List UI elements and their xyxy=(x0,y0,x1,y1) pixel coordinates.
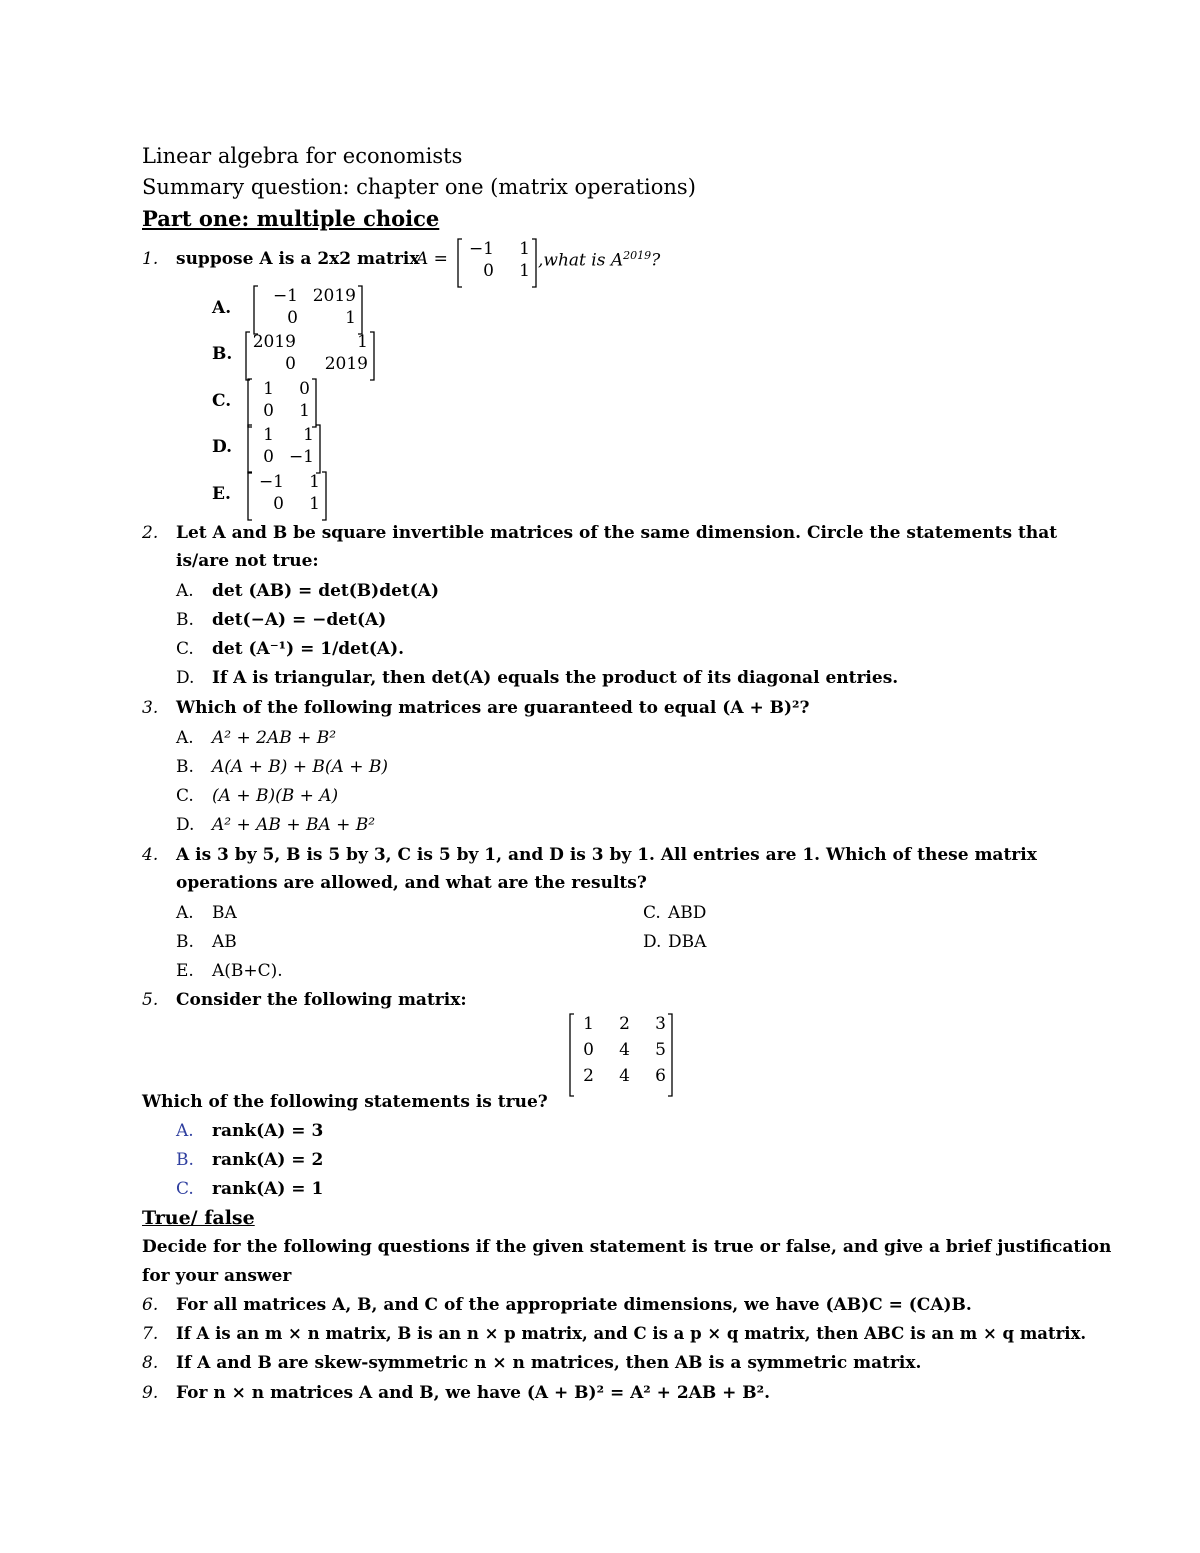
q1-text: suppose A is a 2x2 matrix xyxy=(176,249,420,269)
q5-option-c-label: C. xyxy=(176,1179,194,1199)
q1-option-c-label: C. xyxy=(212,391,232,411)
q3-option-d-label: D. xyxy=(176,815,195,835)
matrix-entry: 4 xyxy=(619,1066,630,1086)
matrix-entry: 1 xyxy=(299,401,310,421)
q2-option-d-text: If A is triangular, then det(A) equals the product of its diagonal entries. xyxy=(212,668,899,688)
q3-option-b-text: A(A + B) + B(A + B) xyxy=(212,757,388,777)
left-bracket xyxy=(570,1014,574,1096)
matrix-entry: 1 xyxy=(263,379,274,399)
right-bracket xyxy=(668,1014,672,1096)
q5-prompt: Which of the following statements is true? xyxy=(142,1092,548,1112)
q4-text-line1: A is 3 by 5, B is 5 by 3, C is 5 by 1, and D is 3 by 1. All entries are 1. Which of these matrix xyxy=(176,845,1037,865)
q4-option-d-label: D. xyxy=(643,932,662,952)
matrix-entry: −1 xyxy=(288,447,314,467)
q2-text-line2: is/are not true: xyxy=(176,551,319,571)
matrix-entry: 0 xyxy=(299,379,310,399)
left-bracket xyxy=(458,239,462,287)
true-false-heading: True/ false xyxy=(142,1207,255,1229)
q1-matrix xyxy=(456,238,538,288)
matrix-entry: 0 xyxy=(273,494,284,514)
matrix-entry: 1 xyxy=(263,425,274,445)
matrix-entry: 1 xyxy=(519,239,530,259)
q1-option-d-matrix xyxy=(246,424,322,474)
q2-option-a-label: A. xyxy=(176,581,194,601)
matrix-entry: 2 xyxy=(583,1066,594,1086)
matrix-entry: 0 xyxy=(263,401,274,421)
matrix-entry: 2019 xyxy=(312,286,356,306)
true-false-intro-line2: for your answer xyxy=(142,1266,292,1286)
q7-text: If A is an m × n matrix, B is an n × p matrix, and C is a p × q matrix, then ABC is an m × q matrix. xyxy=(176,1324,1087,1343)
q4-text-line2: operations are allowed, and what are the results? xyxy=(176,873,647,893)
q1-a-equals: A = xyxy=(416,249,448,269)
q8-number: 8. xyxy=(142,1353,159,1373)
q8-text: If A and B are skew-symmetric n × n matrices, then AB is a symmetric matrix. xyxy=(176,1353,922,1373)
q3-option-c-text: (A + B)(B + A) xyxy=(212,786,339,806)
q4-option-d-text: DBA xyxy=(668,932,707,952)
q7-number: 7. xyxy=(142,1324,159,1344)
q3-option-a-label: A. xyxy=(176,728,194,748)
q1-number: 1. xyxy=(142,249,159,269)
q2-option-a-text: det (AB) = det(B)det(A) xyxy=(212,581,440,601)
q1-option-a-label: A. xyxy=(212,298,232,318)
q1-option-c-matrix xyxy=(246,378,318,428)
matrix-entry: 2019 xyxy=(252,332,296,352)
matrix-entry: 2019 xyxy=(324,354,368,374)
matrix-entry: 1 xyxy=(309,494,320,514)
matrix-entry: −1 xyxy=(468,239,494,259)
matrix-entry: 1 xyxy=(309,472,320,492)
matrix-entry: 4 xyxy=(619,1040,630,1060)
q1-power-exp: 2019 xyxy=(623,249,652,262)
q4-option-b-text: AB xyxy=(212,932,237,952)
q3-number: 3. xyxy=(142,698,159,718)
matrix-entry: 3 xyxy=(655,1014,666,1034)
left-bracket xyxy=(248,379,252,427)
q4-option-a-label: A. xyxy=(176,903,194,923)
q5-option-b-label: B. xyxy=(176,1150,194,1170)
q4-option-b-label: B. xyxy=(176,932,194,952)
q1-option-e-label: E. xyxy=(212,484,231,504)
document-subtitle: Summary question: chapter one (matrix operations) xyxy=(142,175,696,199)
q1-option-a-matrix xyxy=(252,285,364,335)
matrix-entry: 0 xyxy=(263,447,274,467)
q1-power-base: A xyxy=(610,250,624,271)
q6-text: For all matrices A, B, and C of the appropriate dimensions, we have (AB)C = (CA)B. xyxy=(176,1295,972,1315)
q5-option-c-text: rank(A) = 1 xyxy=(212,1179,324,1199)
document-title: Linear algebra for economists xyxy=(142,144,463,168)
right-bracket xyxy=(370,332,374,380)
q5-number: 5. xyxy=(142,990,159,1010)
left-bracket xyxy=(246,332,250,380)
q3-option-c-label: C. xyxy=(176,786,194,806)
left-bracket xyxy=(254,286,258,334)
matrix-entry: −1 xyxy=(272,286,298,306)
q5-matrix xyxy=(568,1013,674,1097)
right-bracket xyxy=(322,472,326,520)
q2-option-b-label: B. xyxy=(176,610,194,630)
q1-option-d-label: D. xyxy=(212,437,233,457)
q4-option-e-label: E. xyxy=(176,961,194,981)
part-one-heading: Part one: multiple choice xyxy=(142,206,440,231)
left-bracket xyxy=(248,472,252,520)
q3-text: Which of the following matrices are guaranteed to equal (A + B)²? xyxy=(176,698,810,718)
q9-text: For n × n matrices A and B, we have (A + B)² = A² + 2AB + B². xyxy=(176,1383,771,1403)
q6-number: 6. xyxy=(142,1295,159,1315)
q9-number: 9. xyxy=(142,1383,159,1403)
right-bracket xyxy=(532,239,536,287)
q1-option-e-matrix xyxy=(246,471,328,521)
q4-option-c-text: ABD xyxy=(668,903,707,923)
matrix-entry: 1 xyxy=(583,1014,594,1034)
q5-option-a-label: A. xyxy=(176,1121,194,1141)
matrix-entry: 0 xyxy=(285,354,296,374)
q3-option-b-label: B. xyxy=(176,757,194,777)
right-bracket xyxy=(312,379,316,427)
matrix-entry: 1 xyxy=(303,425,314,445)
q5-option-a-text: rank(A) = 3 xyxy=(212,1121,324,1141)
q4-option-a-text: BA xyxy=(212,903,237,923)
q2-option-b-text: det(−A) = −det(A) xyxy=(212,610,387,630)
true-false-intro-line1: Decide for the following questions if the given statement is true or false, and give a brief justification xyxy=(142,1237,1112,1257)
q2-option-d-label: D. xyxy=(176,668,195,688)
matrix-entry: 0 xyxy=(583,1040,594,1060)
matrix-entry: 2 xyxy=(619,1014,630,1034)
q1-tail-text: ,what is xyxy=(538,250,606,271)
matrix-entry: 5 xyxy=(655,1040,666,1060)
q2-text-line1: Let A and B be square invertible matrices of the same dimension. Circle the statements that xyxy=(176,523,1058,543)
matrix-entry: 1 xyxy=(345,308,356,328)
q5-option-b-text: rank(A) = 2 xyxy=(212,1150,324,1170)
q4-number: 4. xyxy=(142,845,159,865)
matrix-entry: 0 xyxy=(483,261,494,281)
matrix-entry: −1 xyxy=(258,472,284,492)
q1-tail xyxy=(538,249,660,271)
q2-number: 2. xyxy=(142,523,159,543)
q1-qmark: ? xyxy=(651,250,661,271)
q5-text: Consider the following matrix: xyxy=(176,990,467,1010)
matrix-entry: 1 xyxy=(519,261,530,281)
q3-option-d-text: A² + AB + BA + B² xyxy=(212,815,376,835)
left-bracket xyxy=(248,425,252,473)
q2-option-c-text: det (A⁻¹) = 1/det(A). xyxy=(212,639,405,659)
q4-option-c-label: C. xyxy=(643,903,661,923)
q1-option-b-matrix xyxy=(244,331,376,381)
right-bracket xyxy=(316,425,320,473)
q1-option-b-label: B. xyxy=(212,344,233,364)
q2-option-c-label: C. xyxy=(176,639,194,659)
matrix-entry: 6 xyxy=(655,1066,666,1086)
q3-option-a-text: A² + 2AB + B² xyxy=(212,728,337,748)
q4-option-e-text: A(B+C). xyxy=(212,961,283,981)
matrix-entry: 0 xyxy=(287,308,298,328)
matrix-entry: 1 xyxy=(357,332,368,352)
right-bracket xyxy=(358,286,362,334)
